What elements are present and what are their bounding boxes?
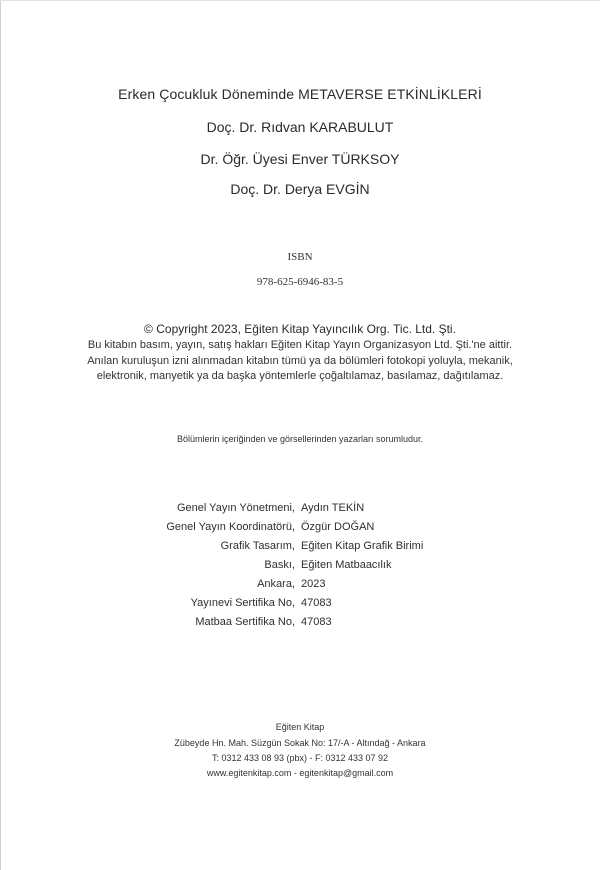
rights-statement: Bu kitabın basım, yayın, satış hakları Eğiten Kitap Yayın Organizasyon Ltd. Şti.'ne aittir. Anılan kuruluşun izni alınmadan kitabın tümü ya da bölümleri fotokopi yoluyla, mekanik, elektronik, manyetik ya da başka yöntemlerle çoğaltılamaz, basılamaz, dağıtılamaz. (87, 339, 513, 382)
credit-label: Ankara, (257, 578, 295, 590)
publisher-name: Eğiten Kitap (275, 722, 325, 732)
credit-value: Eğiten Kitap Grafik Birimi (301, 540, 424, 552)
credit-value: Aydın TEKİN (301, 502, 365, 514)
credit-label: Matbaa Sertifika No, (195, 616, 295, 628)
isbn-number: 978-625-6946-83-5 (256, 276, 344, 288)
credit-label: Genel Yayın Koordinatörü, (166, 521, 295, 533)
author-2: Dr. Öğr. Üyesi Enver TÜRKSOY (200, 151, 400, 167)
page-edge-top (0, 0, 600, 1)
credit-value: 47083 (301, 597, 332, 609)
book-title: Erken Çocukluk Döneminde METAVERSE ETKİNLİKLERİ (118, 86, 482, 102)
credit-row (0, 559, 600, 578)
credit-row (0, 616, 600, 635)
author-3: Doç. Dr. Derya EVGİN (230, 181, 370, 197)
credit-row (0, 540, 600, 559)
responsibility-note: Bölümlerin içeriğinden ve görsellerinden yazarları sorumludur. (176, 434, 424, 444)
publisher-web: www.egitenkitap.com - egitenkitap@gmail.com (206, 768, 394, 778)
credit-label: Genel Yayın Yönetmeni, (176, 502, 295, 514)
publisher-phone: T: 0312 433 08 93 (pbx) - F: 0312 433 07 92 (211, 753, 389, 763)
copyright-line: © Copyright 2023, Eğiten Kitap Yayıncılık Org. Tic. Ltd. Şti. (144, 322, 456, 336)
isbn-label: ISBN (287, 251, 313, 263)
credit-value: Eğiten Matbaacılık (301, 559, 392, 571)
credit-label: Baskı, (264, 559, 295, 571)
publisher-address: Zübeyde Hn. Mah. Süzgün Sokak No: 17/-A - Altındağ - Ankara (174, 738, 426, 748)
credit-row (0, 597, 600, 616)
credit-label: Grafik Tasarım, (220, 540, 295, 552)
credits-list (0, 502, 600, 635)
credit-label: Yayınevi Sertifika No, (190, 597, 295, 609)
credit-value: Özgür DOĞAN (301, 521, 375, 533)
credit-value: 2023 (301, 578, 326, 590)
credit-row (0, 521, 600, 540)
credit-value: 47083 (301, 616, 332, 628)
credit-row (0, 578, 600, 597)
credit-row (0, 502, 600, 521)
author-1: Doç. Dr. Rıdvan KARABULUT (206, 119, 394, 135)
